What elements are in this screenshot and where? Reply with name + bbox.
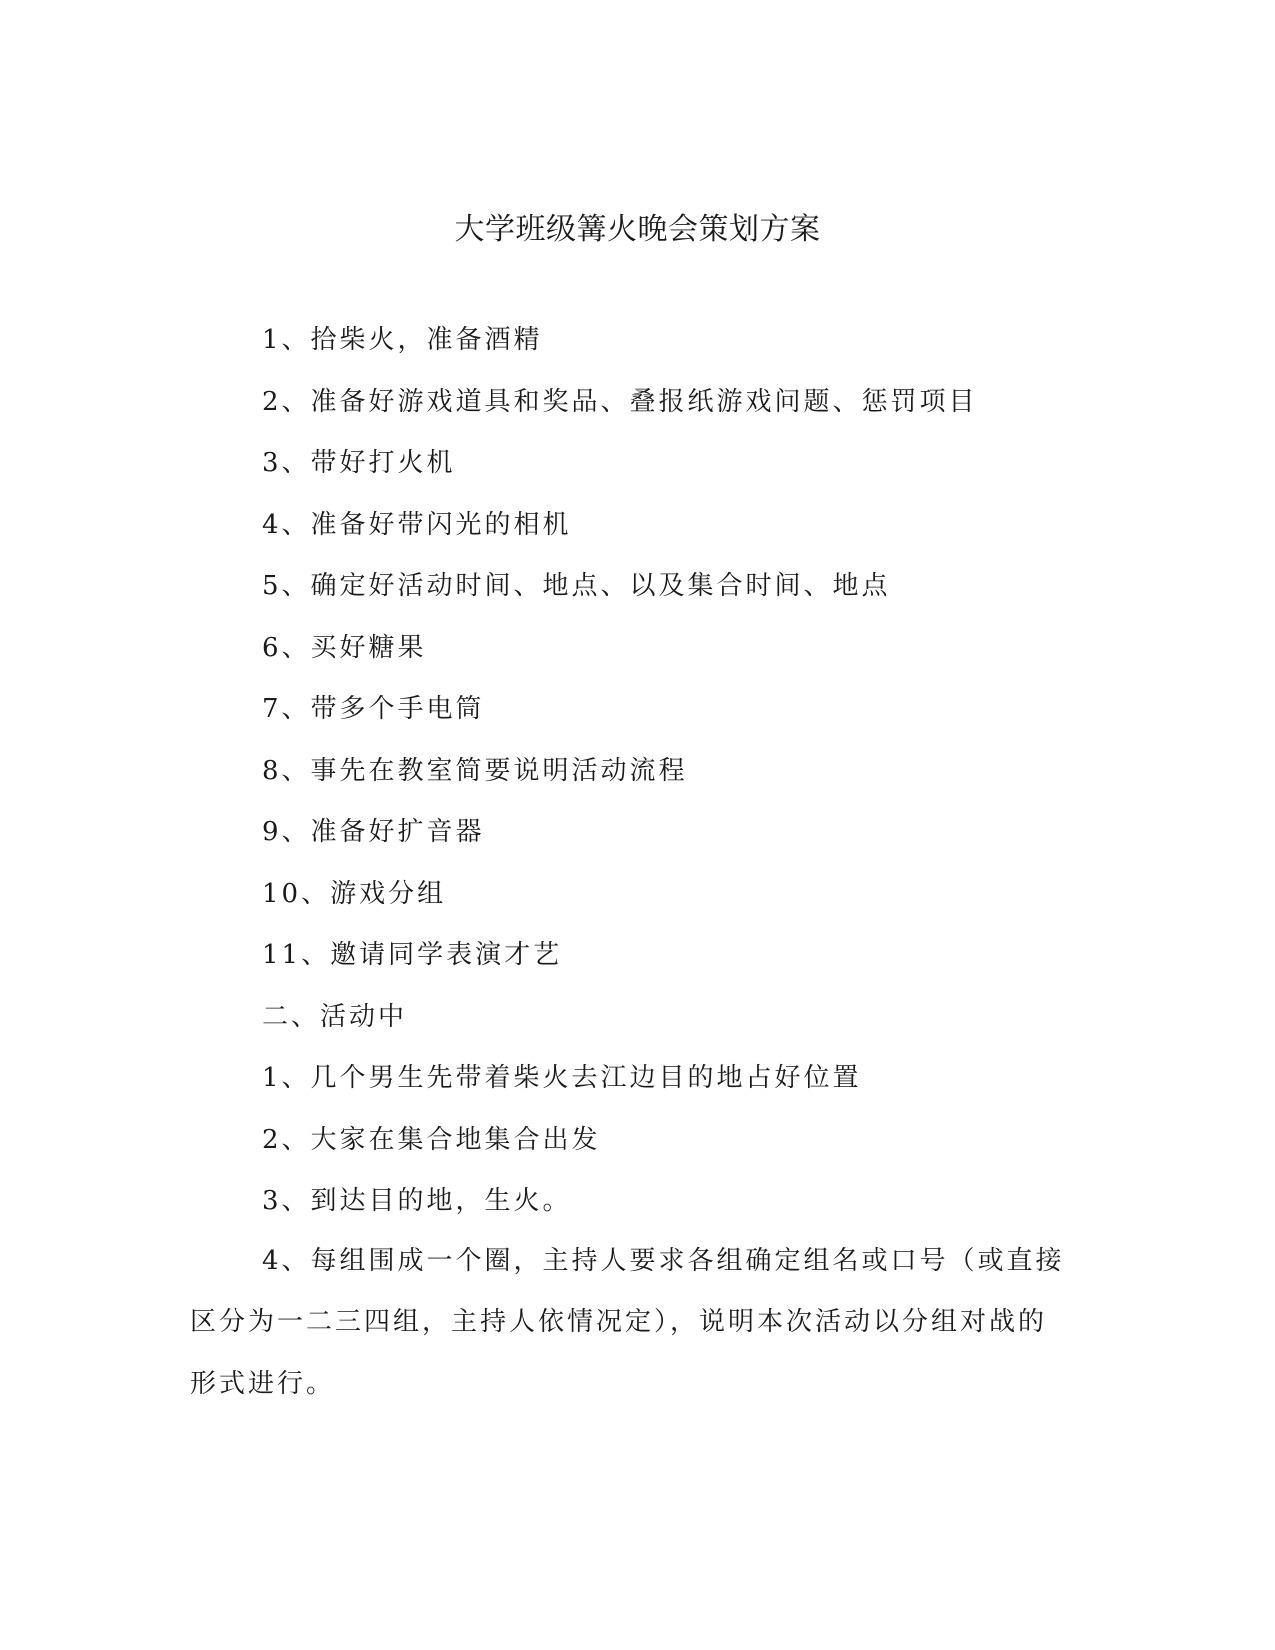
prep-item-7: 7、带多个手电筒 <box>262 694 485 724</box>
section-heading-during: 二、活动中 <box>262 1001 408 1032</box>
prep-item-9: 9、准备好扩音器 <box>262 817 485 847</box>
prep-item-2: 2、准备好游戏道具和奖品、叠报纸游戏问题、惩罚项目 <box>262 386 978 417</box>
during-item-4-paragraph: 4、每组围成一个圈，主持人要求各组确定组名或口号（或直接区分为一二三四组，主持人依情况定），说明本次活动以分组对战的形式进行。 <box>190 1245 1065 1399</box>
prep-item-5: 5、确定好活动时间、地点、以及集合时间、地点 <box>262 571 891 601</box>
during-item-3: 3、到达目的地，生火。 <box>262 1186 572 1216</box>
prep-item-4: 4、准备好带闪光的相机 <box>262 509 572 540</box>
document-body <box>190 322 1070 1415</box>
prep-item-1: 1、拾柴火，准备酒精 <box>262 325 543 355</box>
prep-item-11: 11、邀请同学表演才艺 <box>262 940 563 970</box>
document-title: 大学班级篝火晚会策划方案 <box>454 212 821 247</box>
prep-item-10: 10、游戏分组 <box>262 878 447 909</box>
during-item-1: 1、几个男生先带着柴火去江边目的地占好位置 <box>262 1063 862 1093</box>
during-item-2: 2、大家在集合地集合出发 <box>262 1124 601 1155</box>
prep-item-8: 8、事先在教室简要说明活动流程 <box>262 755 688 786</box>
prep-item-3: 3、带好打火机 <box>262 448 456 478</box>
prep-item-6: 6、买好糖果 <box>262 632 427 663</box>
